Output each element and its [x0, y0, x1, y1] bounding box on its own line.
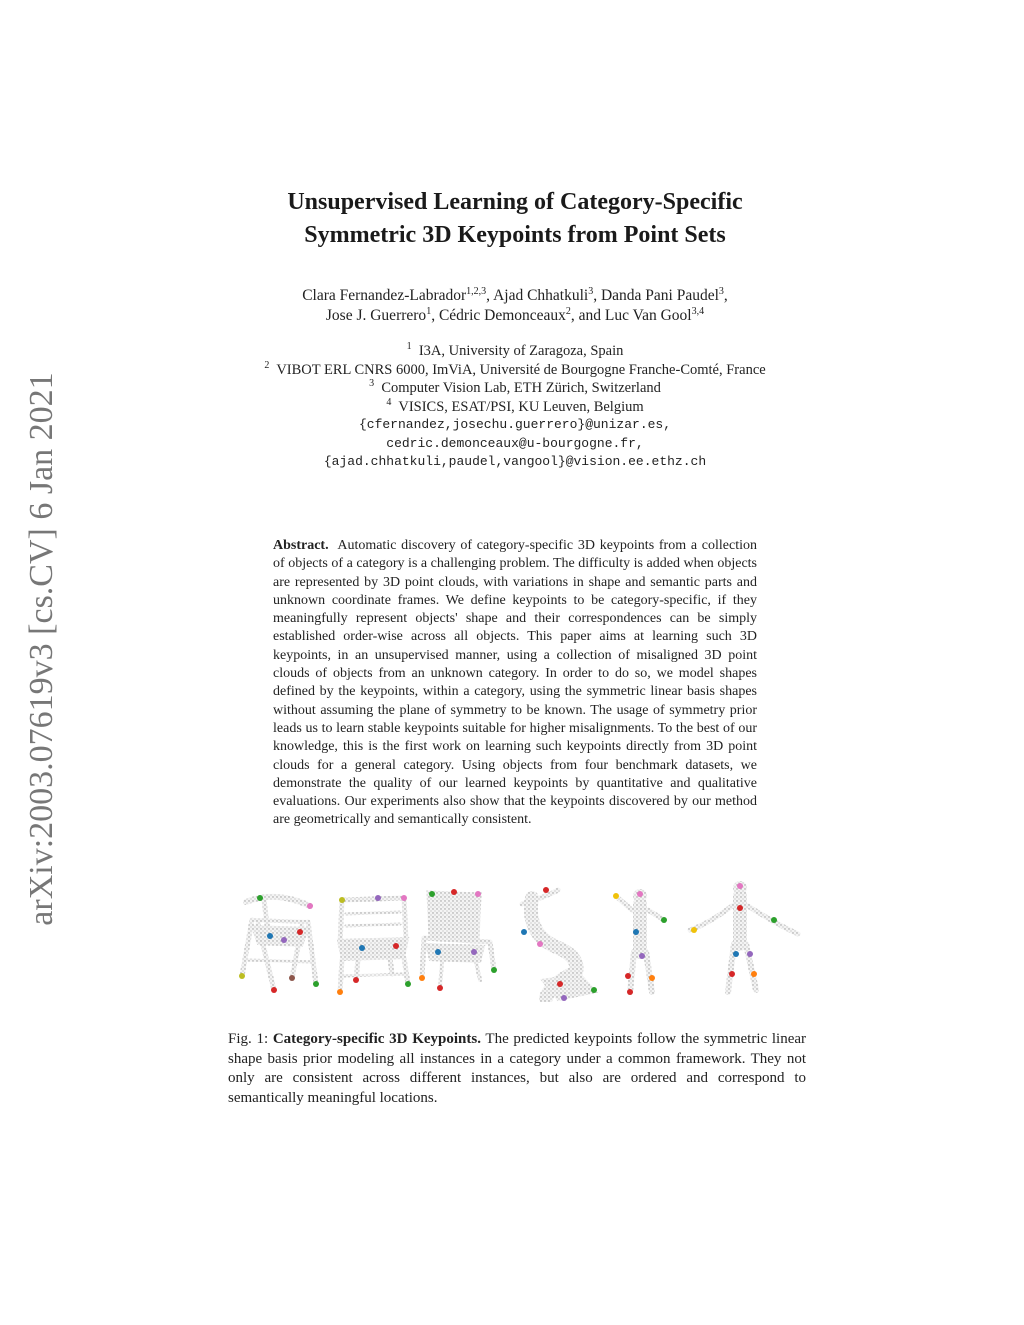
keypoint	[435, 949, 441, 955]
keypoint	[633, 929, 639, 935]
keypoint	[491, 967, 497, 973]
author-affil-sup: 1,2,3	[466, 285, 487, 297]
author-affil-sup: 1	[426, 305, 432, 317]
keypoint	[691, 927, 697, 933]
keypoint	[339, 897, 345, 903]
author-name: , and Luc Van Gool	[570, 307, 692, 324]
keypoint	[627, 989, 633, 995]
keypoint	[613, 893, 619, 899]
title-line-1: Unsupervised Learning of Category-Specific	[287, 189, 743, 215]
caption-label: Fig. 1:	[228, 1031, 269, 1047]
chair-3-pointcloud	[422, 892, 494, 988]
author-line-1	[190, 286, 840, 306]
keypoint	[561, 995, 567, 1001]
keypoint	[239, 973, 245, 979]
keypoint	[359, 945, 365, 951]
keypoint	[661, 917, 667, 923]
caption-title: Category-specific 3D Keypoints.	[272, 1031, 481, 1047]
author-affil-sup: 3,4	[691, 305, 705, 317]
keypoint	[401, 895, 407, 901]
keypoint	[289, 975, 295, 981]
keypoint	[537, 941, 543, 947]
keypoint	[521, 929, 527, 935]
author-affil-sup: 3	[718, 285, 724, 297]
keypoint	[543, 887, 549, 893]
author-list	[190, 286, 840, 326]
keypoint	[271, 987, 277, 993]
keypoint	[337, 989, 343, 995]
keypoint	[313, 981, 319, 987]
email-line-2: cedric.demonceaux@u-bourgogne.fr,	[386, 435, 644, 451]
keypoint	[393, 943, 399, 949]
keypoint	[451, 889, 457, 895]
email-line-1: {cfernandez,josechu.guerrero}@unizar.es,	[358, 417, 672, 432]
caption-text: The predicted keypoints follow the symmetric linear shape basis prior modeling all instances in a category under a common framework. They not only are consistent across different instances, but also are ordered and correspond to semantically meaningful locations.	[228, 1031, 807, 1106]
keypoint	[429, 891, 435, 897]
author-affil-sup: 2	[565, 305, 571, 317]
author-line-2	[190, 306, 840, 326]
arxiv-id: arXiv:2003.07619v3 [cs.CV] 6 Jan 2021	[23, 372, 60, 926]
abstract-label: Abstract.	[273, 538, 329, 553]
keypoint	[297, 929, 303, 935]
author-affil-sup: 3	[588, 285, 594, 297]
keypoint	[267, 933, 273, 939]
abstract-text: Automatic discovery of category-specific 3D keypoints from a collection of objects of a category is a challenging problem. The difficulty is added when objects are represented by 3D point clouds, with variations in shape and semantic parts and unknown coordinate frames. We define keypoints to be category-specific, if they meaningfully represent objects' shape and their correspondences can be simply established order-wise across all objects. This paper aims at learning such 3D keypoints, in an unsupervised manner, using a collection of misaligned 3D point clouds of objects from an unknown category. In order to do so, we model shapes defined by the keypoints, within a category, using the symmetric linear basis shapes without assuming the plane of symmetry to be known. The usage of symmetry prior leads us to learn stable keypoints suitable for higher misalignments. To the best of our knowledge, this is the first work on learning such keypoints directly from 3D point clouds for a general category. Using objects from four benchmark datasets, we demonstrate the quality of our learned keypoints by quantitative and qualitative evaluations. Our experiments also show that the keypoints discovered by our method are geometrically and semantically consistent.	[273, 538, 757, 828]
keypoint	[747, 951, 753, 957]
affiliation-4: $^4$ VISICS, ESAT/PSI, KU Leuven, Belgium	[386, 396, 644, 415]
keypoint	[437, 985, 443, 991]
keypoint	[257, 895, 263, 901]
chair-1-pointcloud	[242, 897, 316, 990]
affiliation-3: $^3$ Computer Vision Lab, ETH Zürich, Switzerland	[369, 378, 661, 396]
author-separator: ,	[723, 287, 728, 304]
keypoint	[475, 891, 481, 897]
keypoint	[737, 883, 743, 889]
title-line-2: Symmetric 3D Keypoints from Point Sets	[304, 222, 726, 248]
keypoint	[557, 981, 563, 987]
keypoint	[733, 951, 739, 957]
keypoint	[471, 949, 477, 955]
keypoint	[639, 953, 645, 959]
keypoint	[637, 891, 643, 897]
keypoint	[281, 937, 287, 943]
keypoint	[419, 975, 425, 981]
author-name: Clara Fernandez-Labrador	[302, 287, 467, 304]
keypoint	[591, 987, 597, 993]
affiliation-2: $^2$ VIBOT ERL CNRS 6000, ImViA, Université de Bourgogne Franche-Comté, France	[264, 359, 766, 378]
keypoints	[239, 883, 777, 1001]
email-line-3: {ajad.chhatkuli,paudel,vangool}@vision.ee.ethz.ch	[323, 454, 707, 469]
human-1-pointcloud	[618, 890, 664, 992]
keypoint	[375, 895, 381, 901]
keypoint	[771, 917, 777, 923]
arxiv-sidebar	[16, 368, 68, 930]
author-name: , Danda Pani Paudel	[593, 287, 719, 304]
human-2-pointcloud	[690, 882, 798, 992]
keypoint	[737, 905, 743, 911]
keypoint	[405, 981, 411, 987]
keypoints-figure	[228, 880, 808, 1002]
author-name: , Cédric Demonceaux	[431, 307, 566, 324]
affiliations	[200, 342, 830, 472]
affiliation-1: $^1$ I3A, University of Zaragoza, Spain	[406, 341, 624, 359]
keypoint	[353, 977, 359, 983]
author-name: Jose J. Guerrero	[325, 307, 427, 324]
keypoint	[751, 971, 757, 977]
paper-title	[170, 186, 860, 252]
keypoint	[649, 975, 655, 981]
abstract	[273, 537, 757, 830]
keypoint	[307, 903, 313, 909]
figure-caption	[228, 1030, 806, 1108]
keypoint	[625, 973, 631, 979]
keypoint	[729, 971, 735, 977]
author-name: , Ajad Chhatkuli	[486, 287, 589, 304]
